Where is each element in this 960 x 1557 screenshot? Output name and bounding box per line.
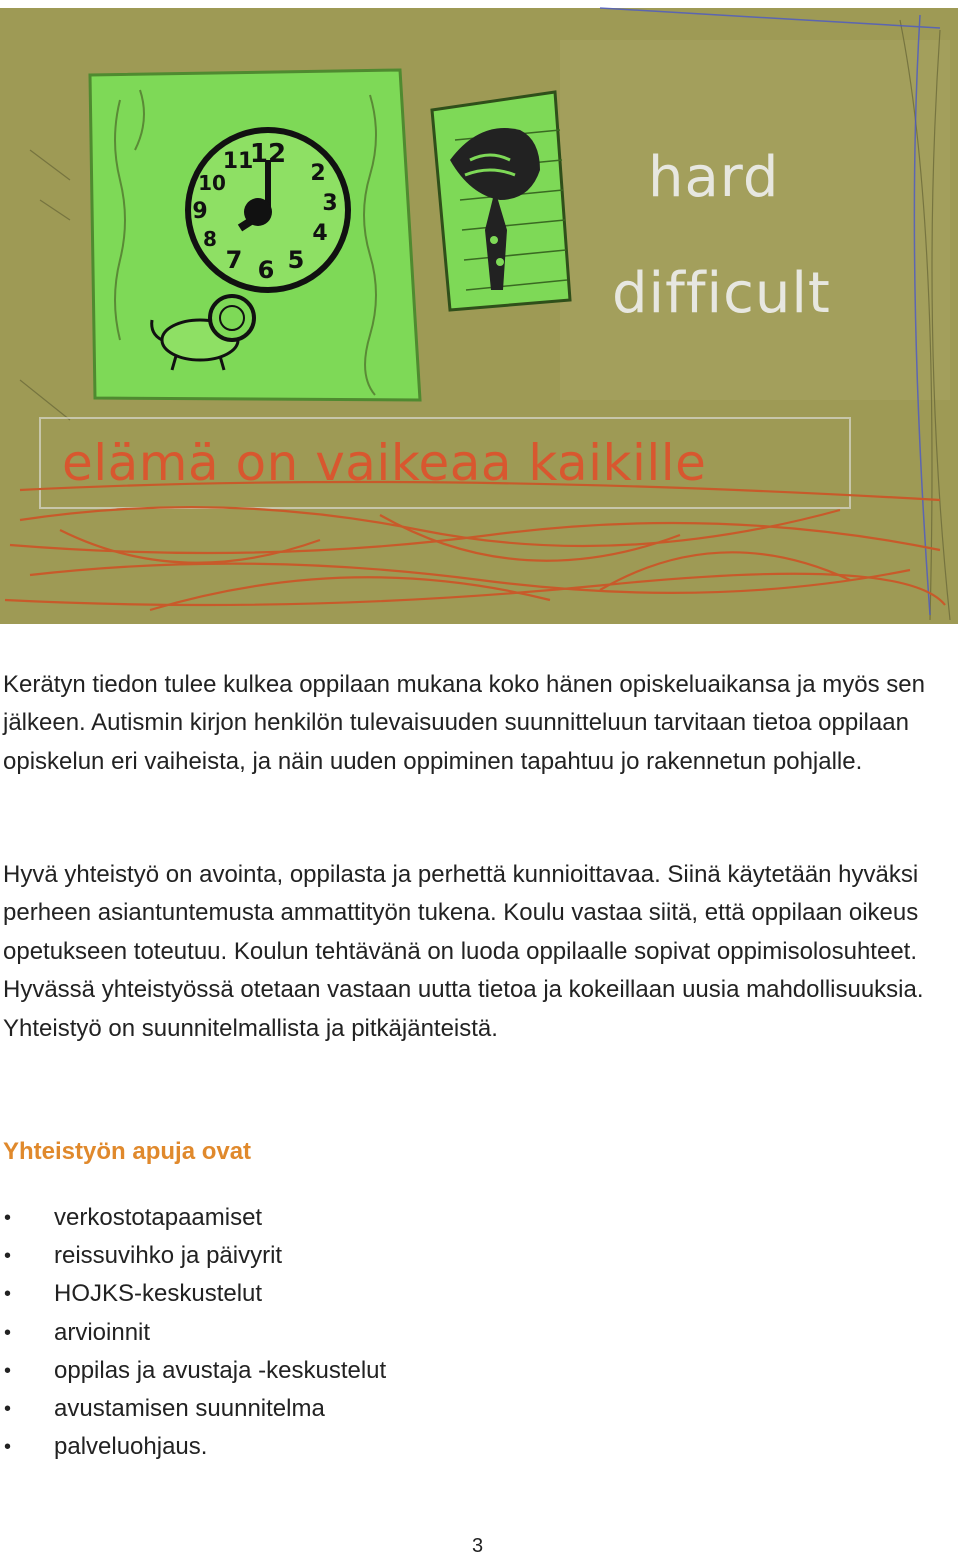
bullet-icon: • xyxy=(4,1207,12,1229)
list-item-text: HOJKS-keskustelut xyxy=(54,1280,263,1308)
svg-text:3: 3 xyxy=(322,191,338,216)
list-item-text: arvioinnit xyxy=(54,1318,151,1346)
svg-text:10: 10 xyxy=(198,171,226,195)
list-item xyxy=(0,1352,386,1390)
bullet-icon: • xyxy=(4,1245,12,1268)
svg-text:4: 4 xyxy=(312,221,328,246)
clock-icon xyxy=(188,130,348,290)
cover-illustration xyxy=(0,0,960,628)
list-item xyxy=(0,1390,386,1428)
illustration-word-hard: hard xyxy=(648,145,780,210)
bullet-icon: • xyxy=(4,1321,12,1344)
list-item xyxy=(0,1428,386,1466)
svg-text:12: 12 xyxy=(249,139,287,169)
list-item-text: avustamisen suunnitelma xyxy=(54,1395,325,1423)
illustration-word-difficult: difficult xyxy=(612,261,831,326)
svg-text:8: 8 xyxy=(203,227,217,251)
svg-text:5: 5 xyxy=(287,246,305,274)
svg-text:9: 9 xyxy=(192,199,208,224)
list-item-text: reissuvihko ja päivyrit xyxy=(54,1242,283,1270)
list-item xyxy=(0,1275,386,1313)
paragraph-2: Hyvä yhteistyö on avointa, oppilasta ja perhettä kunnioittavaa. Siinä käytetään hyväksi perheen asiantuntemusta ammattityön tukena. Koulu vastaa siitä, että oppilaan oikeus opetukseen toteutuu. Koulun tehtävänä on luoda oppilaalle sopivat oppimisolosuhteet. Hyvässä yhteistyössä otetaan vastaan uutta tietoa ja kokeillaan uusia mahdollisuuksia. Yhteistyö on suunnitelmallista ja pitkäjänteistä. xyxy=(3,861,924,1042)
list-item xyxy=(0,1314,386,1352)
list-item xyxy=(0,1237,386,1275)
bullet-icon: • xyxy=(4,1398,12,1421)
bullet-icon: • xyxy=(4,1436,12,1459)
paragraph-1: Kerätyn tiedon tulee kulkea oppilaan mukana koko hänen opiskeluaikansa ja myös sen jälkeen. Autismin kirjon henkilön tulevaisuuden suunnitteluun tarvitaan tietoa oppilaan opiskelun eri vaiheista, ja näin uuden oppiminen tapahtuu jo rakennetun pohjalle. xyxy=(3,671,925,775)
illustration-title: elämä on vaikeaa kaikille xyxy=(62,434,707,492)
bullet-icon: • xyxy=(4,1359,12,1382)
svg-text:11: 11 xyxy=(222,149,254,174)
bullet-list xyxy=(0,1199,386,1466)
svg-text:7: 7 xyxy=(225,246,243,274)
svg-text:2: 2 xyxy=(310,161,326,186)
page-number: 3 xyxy=(472,1535,484,1557)
list-item-text: oppilas ja avustaja -keskustelut xyxy=(54,1356,387,1384)
bullet-icon: • xyxy=(4,1283,12,1306)
svg-text:6: 6 xyxy=(257,256,275,284)
section-heading: Yhteistyön apuja ovat xyxy=(3,1138,252,1165)
list-item-text: palveluohjaus. xyxy=(54,1433,208,1461)
list-item xyxy=(0,1199,386,1237)
list-item-text: verkostotapaamiset xyxy=(54,1204,263,1231)
